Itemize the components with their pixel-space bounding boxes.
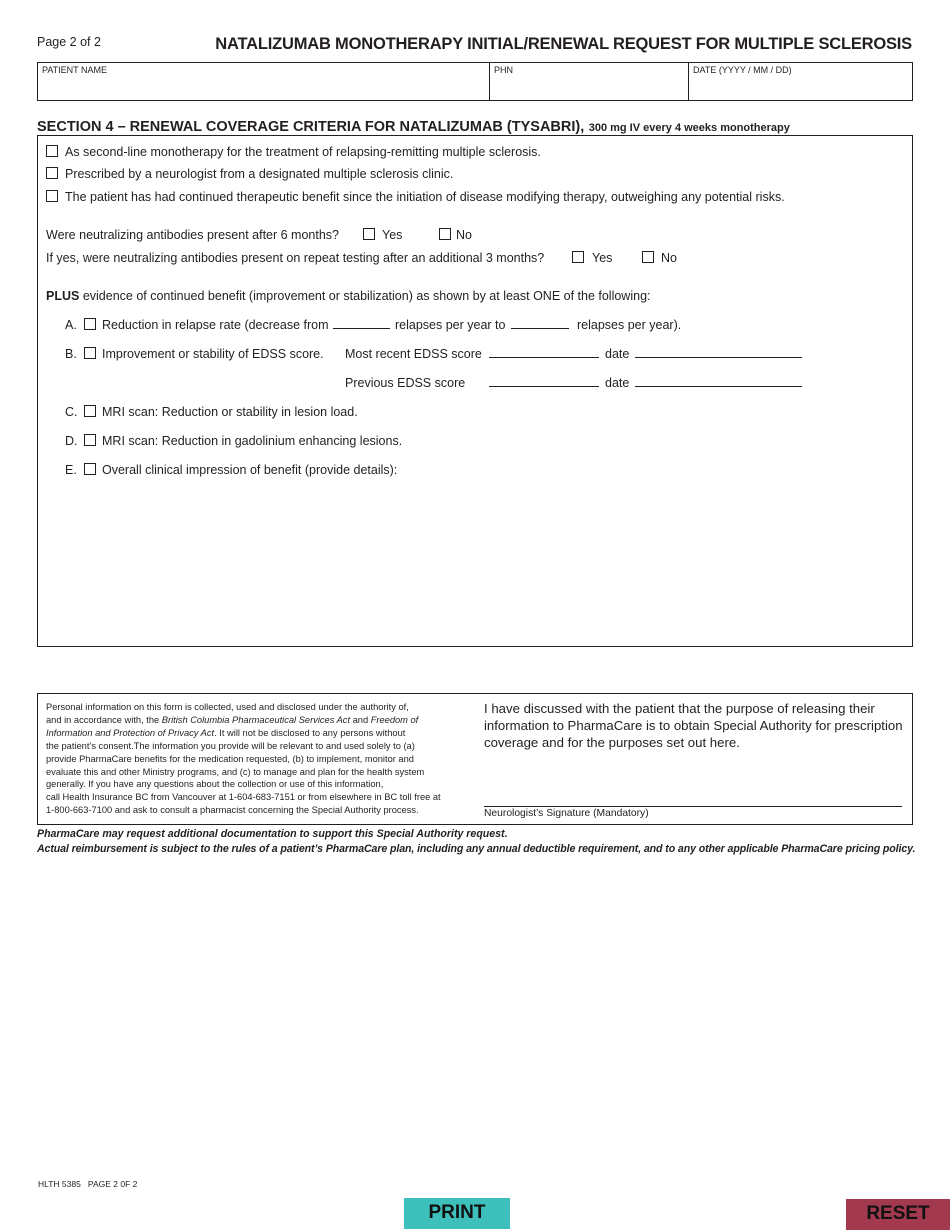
privacy-act-name-3: Information and Protection of Privacy Act — [46, 727, 215, 738]
signature-line[interactable] — [484, 806, 902, 807]
item-c-checkbox[interactable] — [84, 405, 96, 417]
privacy-line-6: evaluate this and other Ministry programs, and (c) to manage and plan for the health system — [46, 766, 425, 777]
criteria-1-text: As second-line monotherapy for the treatment of relapsing-remitting multiple sclerosis. — [65, 145, 541, 159]
repeat-testing-yes-checkbox[interactable] — [572, 251, 584, 263]
declaration-line-3: coverage and for the purposes set out here. — [484, 735, 740, 750]
section-4-subtitle: 300 mg IV every 4 weeks monotherapy — [588, 122, 790, 134]
reset-button[interactable]: RESET — [846, 1199, 950, 1230]
privacy-statement — [46, 701, 471, 817]
item-b-checkbox[interactable] — [84, 347, 96, 359]
repeat-testing-no-checkbox[interactable] — [642, 251, 654, 263]
benefit-details-textarea[interactable] — [100, 482, 900, 637]
repeat-testing-question-text: If yes, were neutralizing antibodies present on repeat testing after an additional 3 months? — [46, 251, 545, 265]
signature-label: Neurologist’s Signature (Mandatory) — [484, 808, 649, 819]
criteria-3-text: The patient has had continued therapeutic benefit since the initiation of disease modifying therapy, outweighing any potential risks. — [65, 190, 785, 204]
privacy-line-3 — [46, 727, 471, 740]
item-e-letter: E. — [65, 463, 77, 477]
privacy-act-name: British Columbia Pharmaceutical Services Act — [161, 714, 351, 725]
item-b-letter: B. — [65, 347, 77, 361]
plus-description: evidence of continued benefit (improvement or stabilization) as shown by at least ONE of the following: — [82, 289, 651, 303]
declaration-line-1: I have discussed with the patient that the purpose of releasing their — [484, 701, 875, 716]
antibodies-question-text: Were neutralizing antibodies present after 6 months? — [46, 228, 339, 242]
privacy-line-9: 1-800-663-7100 and ask to consult a pharmacist concerning the Special Authority process. — [46, 805, 419, 816]
relapse-to-input[interactable] — [511, 328, 569, 329]
criteria-1-checkbox[interactable] — [46, 145, 58, 157]
reimbursement-note: Actual reimbursement is subject to the rules of a patient’s PharmaCare plan, including any annual deductible requirement, and to any other applicable PharmaCare pricing policy. — [37, 843, 916, 855]
item-c-text: MRI scan: Reduction or stability in lesion load. — [102, 405, 358, 419]
date-field[interactable] — [691, 76, 910, 98]
antibodies-no-label: No — [456, 228, 472, 242]
previous-edss-label: Previous EDSS score — [345, 376, 466, 390]
phn-divider — [688, 62, 689, 101]
privacy-line-3b: . It will not be disclosed to any persons without — [214, 727, 406, 738]
additional-doc-note: PharmaCare may request additional documentation to support this Special Authority request. — [37, 828, 508, 840]
item-e-checkbox[interactable] — [84, 463, 96, 475]
privacy-act-name-2: Freedom of — [370, 714, 419, 725]
privacy-line-7: generally. If you have any questions about the collection or use of this information, — [46, 779, 384, 790]
date-label: DATE (YYYY / MM / DD) — [693, 65, 792, 75]
print-button[interactable]: PRINT — [404, 1198, 510, 1229]
item-d-text: MRI scan: Reduction in gadolinium enhancing lesions. — [102, 434, 403, 448]
item-d-checkbox[interactable] — [84, 434, 96, 446]
form-title: NATALIZUMAB MONOTHERAPY INITIAL/RENEWAL REQUEST FOR MULTIPLE SCLEROSIS — [215, 35, 912, 53]
privacy-line-2b: and — [350, 714, 371, 725]
item-b-text: Improvement or stability of EDSS score. — [102, 347, 324, 361]
recent-edss-label: Most recent EDSS score — [345, 347, 482, 361]
section-4-title: SECTION 4 – RENEWAL COVERAGE CRITERIA FOR NATALIZUMAB (TYSABRI), — [37, 119, 585, 135]
privacy-line-1: Personal information on this form is collected, used and disclosed under the authority of, — [46, 702, 409, 712]
declaration-line-2: information to PharmaCare is to obtain Special Authority for prescription — [484, 718, 903, 733]
antibodies-no-checkbox[interactable] — [439, 228, 451, 240]
section-4-heading — [37, 118, 790, 136]
item-a-end-text: relapses per year). — [577, 318, 682, 332]
item-a-mid-text: relapses per year to — [395, 318, 506, 332]
plus-bold: PLUS — [46, 289, 80, 303]
item-a-text: Reduction in relapse rate (decrease from — [102, 318, 329, 332]
antibodies-yes-label: Yes — [382, 228, 403, 242]
phn-label: PHN — [494, 65, 514, 75]
recent-edss-date-input[interactable] — [635, 357, 802, 358]
privacy-line-2a: and in accordance with, the — [46, 714, 162, 725]
page-number: Page 2 of 2 — [37, 35, 101, 49]
patient-name-field[interactable] — [40, 76, 486, 98]
recent-edss-input[interactable] — [489, 357, 599, 358]
recent-edss-date-label: date — [605, 347, 630, 361]
item-e-text: Overall clinical impression of benefit (provide details): — [102, 463, 398, 477]
repeat-testing-yes-label: Yes — [592, 251, 613, 265]
item-c-letter: C. — [65, 405, 78, 419]
privacy-line-4: the patient’s consent.The information you provide will be relevant to and used solely to (a) — [46, 740, 415, 751]
patient-name-label: PATIENT NAME — [42, 65, 108, 75]
previous-edss-date-label: date — [605, 376, 630, 390]
patient-name-divider — [489, 62, 490, 101]
criteria-3-checkbox[interactable] — [46, 190, 58, 202]
criteria-2-text: Prescribed by a neurologist from a designated multiple sclerosis clinic. — [65, 167, 454, 181]
item-a-letter: A. — [65, 318, 77, 332]
plus-evidence-text — [46, 289, 651, 303]
item-d-letter: D. — [65, 434, 78, 448]
phn-field[interactable] — [492, 76, 685, 98]
privacy-line-2 — [46, 714, 471, 727]
criteria-2-checkbox[interactable] — [46, 167, 58, 179]
privacy-line-8: call Health Insurance BC from Vancouver at 1-604-683-7151 or from elsewhere in BC toll free at — [46, 792, 441, 803]
item-a-checkbox[interactable] — [84, 318, 96, 330]
previous-edss-input[interactable] — [489, 386, 599, 387]
previous-edss-date-input[interactable] — [635, 386, 802, 387]
declaration-statement — [484, 700, 909, 751]
form-id: HLTH 5385 PAGE 2 0F 2 — [38, 1179, 138, 1189]
relapse-from-input[interactable] — [333, 328, 390, 329]
repeat-testing-no-label: No — [661, 251, 677, 265]
privacy-line-5: provide PharmaCare benefits for the medication requested, (b) to implement, monitor and — [46, 753, 414, 764]
antibodies-yes-checkbox[interactable] — [363, 228, 375, 240]
